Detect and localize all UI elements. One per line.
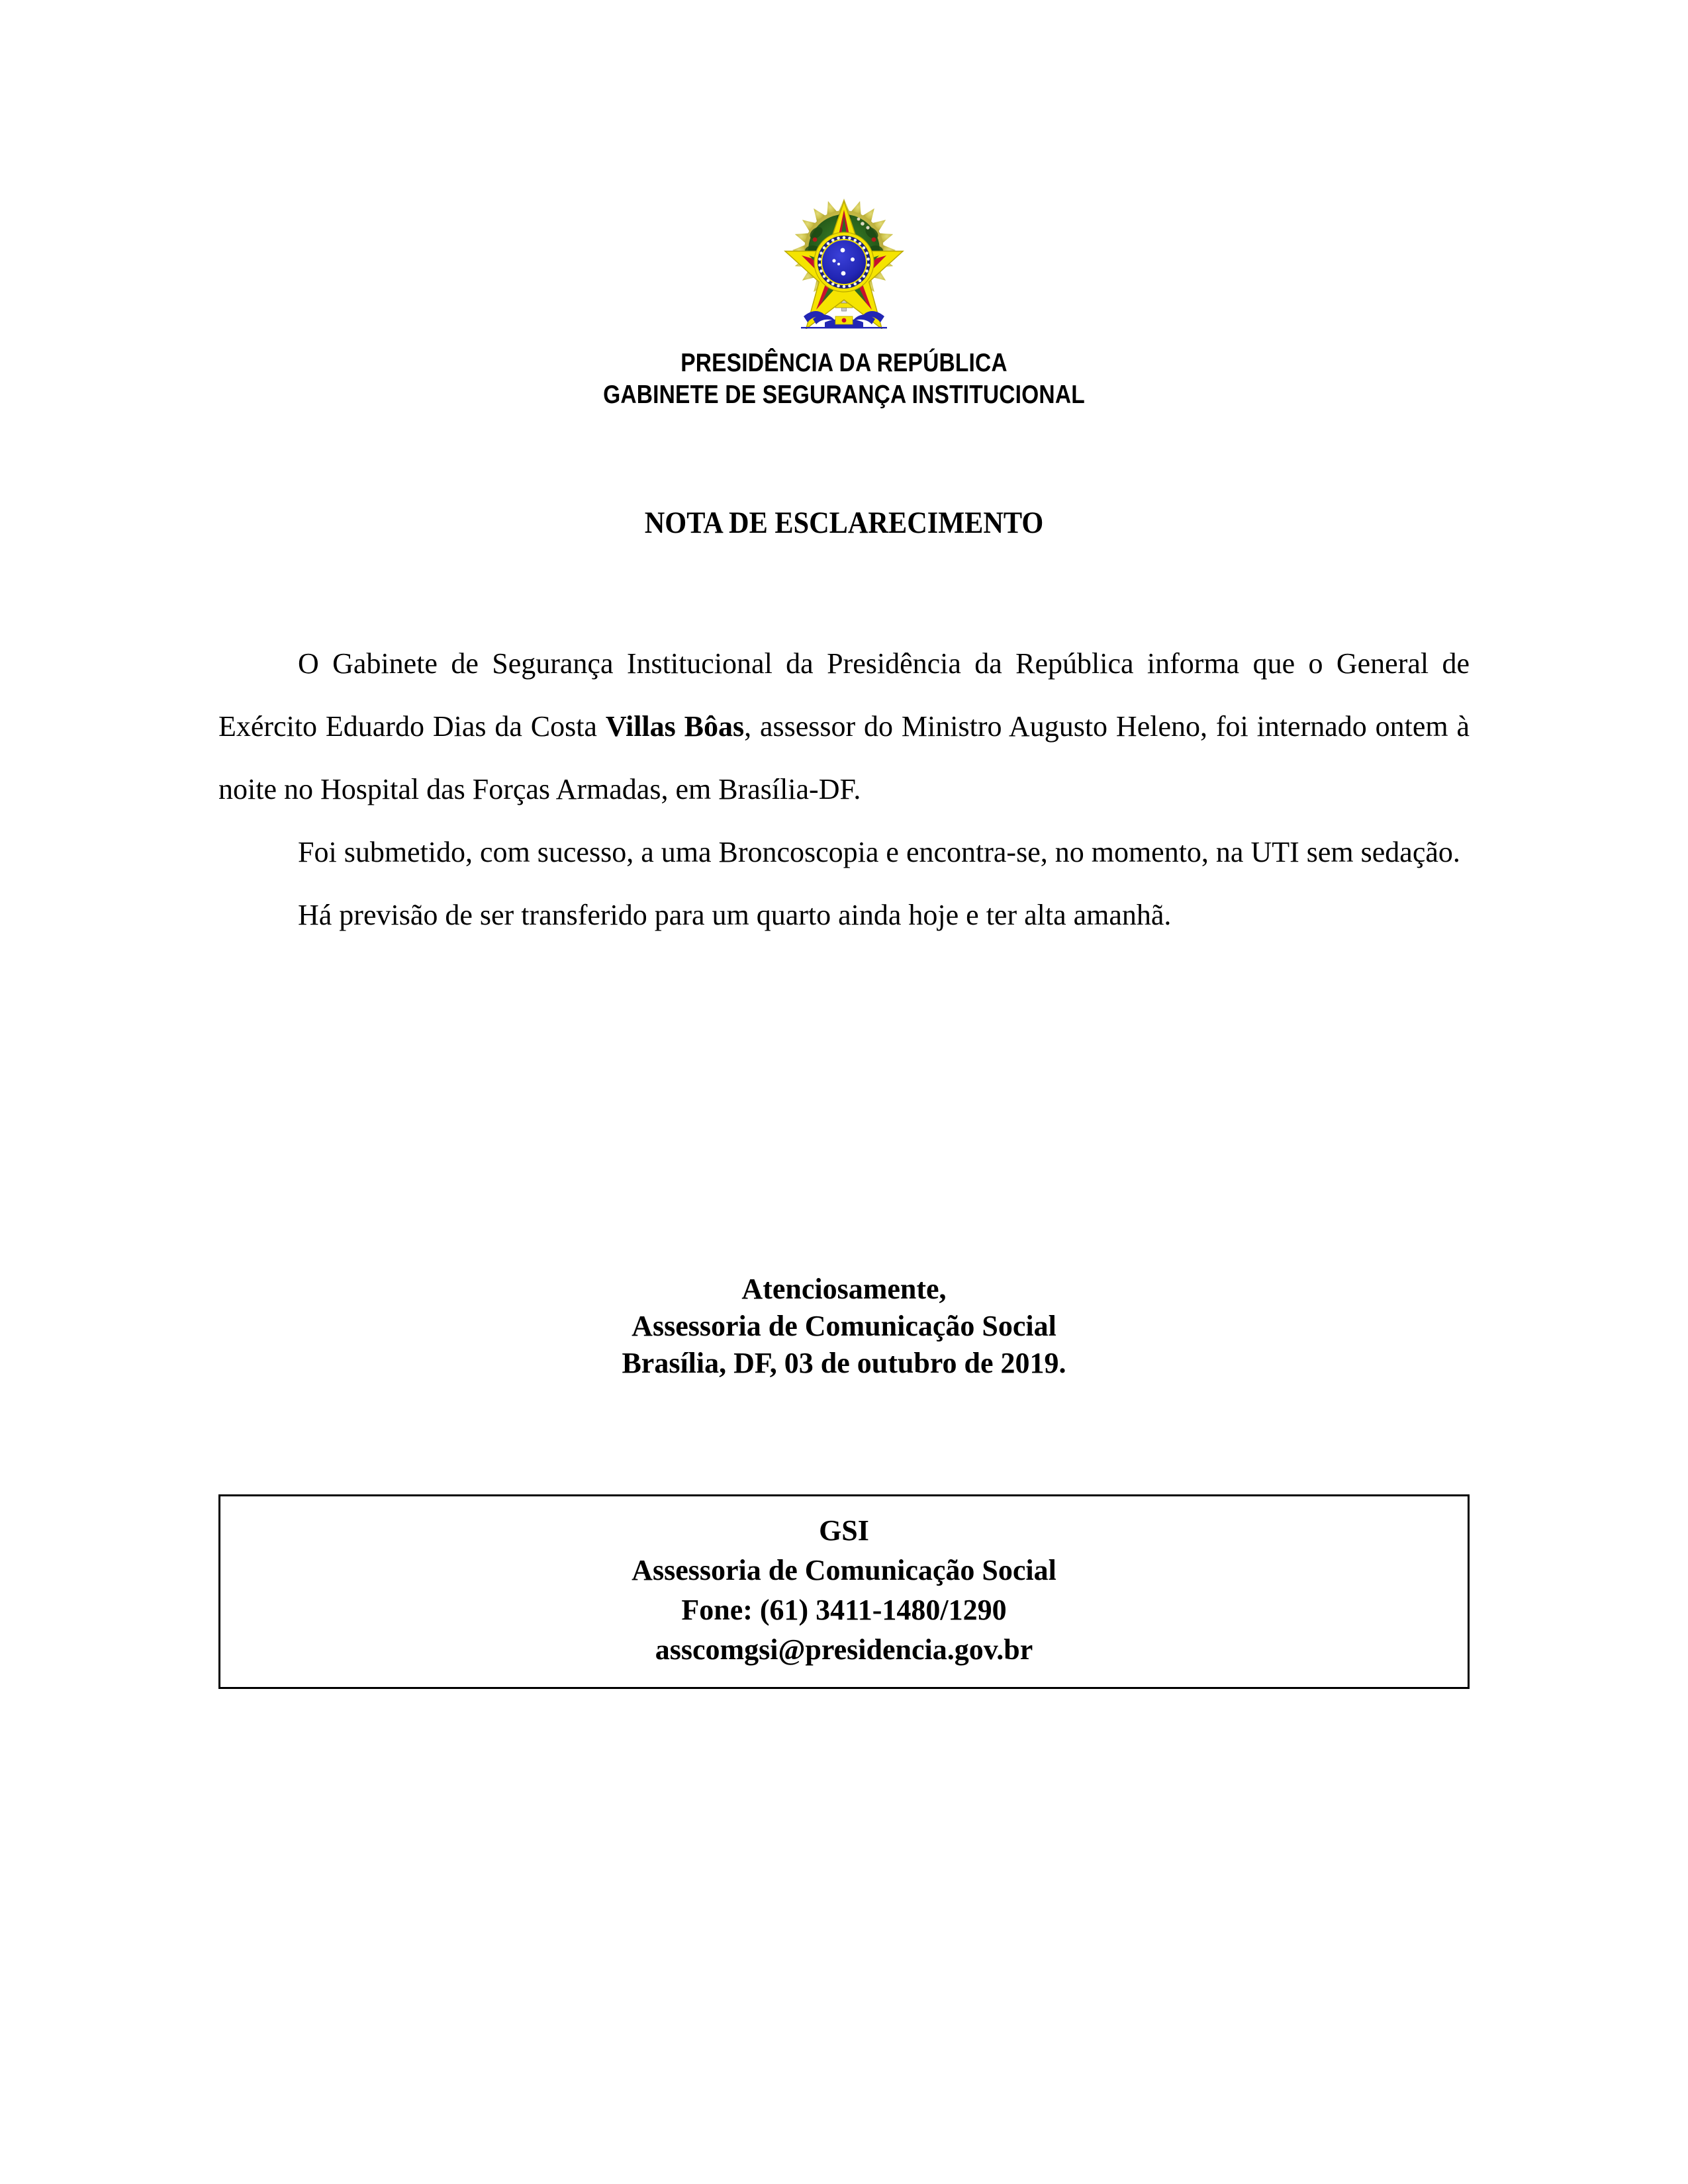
signature-department: Assessoria de Comunicação Social — [632, 1310, 1056, 1342]
body-paragraph-1 — [218, 632, 1470, 821]
header-organization — [118, 347, 1570, 411]
paragraph-1-text-before-bold: O Gabinete de Segurança Institucional da Presidência da República informa que o General de Exército Eduardo Dias da Costa — [218, 647, 1470, 743]
footer-department: Assessoria de Comunicação Social — [632, 1554, 1056, 1586]
document-body — [218, 632, 1470, 946]
contact-footer-box — [218, 1494, 1470, 1689]
footer-acronym: GSI — [819, 1514, 869, 1547]
signature-block — [0, 1271, 1688, 1382]
emblem-container — [0, 187, 1688, 329]
header-line-gsi: GABINETE DE SEGURANÇA INSTITUCIONAL — [603, 381, 1085, 409]
brazil-coat-of-arms-icon — [774, 187, 914, 329]
footer-phone: Fone: (61) 3411-1480/1290 — [681, 1594, 1007, 1626]
general-name-bold: Villas Bôas — [605, 710, 745, 743]
ribbon-center — [835, 316, 853, 324]
celestial-globe — [814, 232, 874, 292]
paragraph-1-text-after-bold: , assessor do Ministro Augusto Heleno, foi internado ontem à noite no Hospital das Forças Armadas, em Brasília-DF. — [218, 710, 1470, 805]
signature-place-date: Brasília, DF, 03 de outubro de 2019. — [622, 1347, 1066, 1379]
body-paragraph-2: Foi submetido, com sucesso, a uma Broncoscopia e encontra-se, no momento, na UTI sem sedação. — [298, 836, 1460, 868]
header-line-presidency: PRESIDÊNCIA DA REPÚBLICA — [680, 349, 1008, 377]
document-title: NOTA DE ESCLARECIMENTO — [644, 506, 1044, 540]
footer-email[interactable]: asscomgsi@presidencia.gov.br — [655, 1633, 1033, 1666]
signature-closing: Atenciosamente, — [741, 1273, 947, 1305]
body-paragraph-3: Há previsão de ser transferido para um quarto ainda hoje e ter alta amanhã. — [298, 899, 1172, 931]
